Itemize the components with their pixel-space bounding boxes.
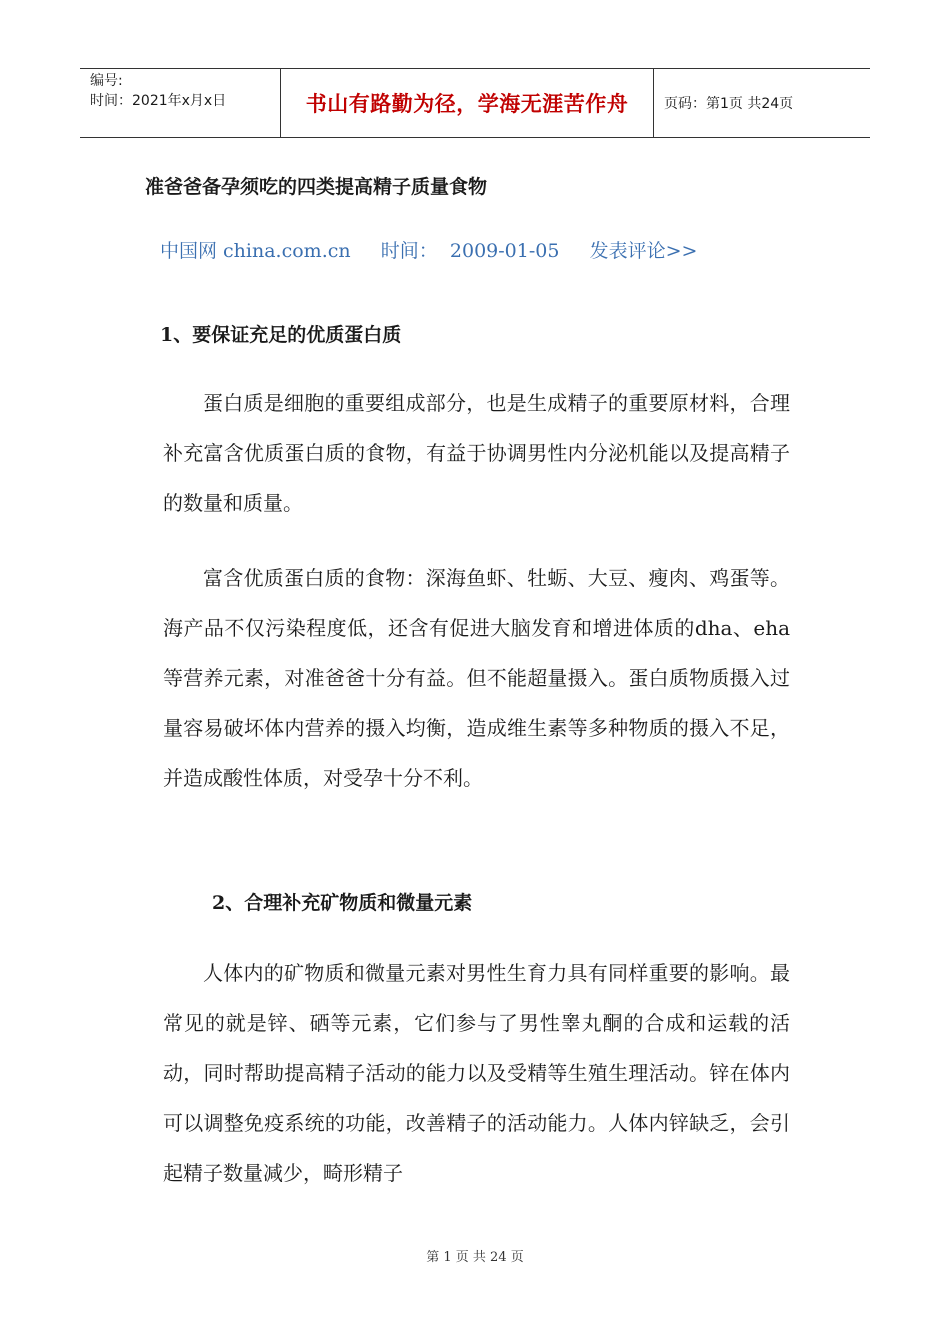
section-1-paragraph-2: 富含优质蛋白质的食物：深海鱼虾、牡蛎、大豆、瘦肉、鸡蛋等。海产品不仅污染程度低，还含有促进大脑发育和增进体质的dha、eha等营养元素，对准爸爸十分有益。但不能超量摄入。蛋白质物质摄入过量容易破坏体内营养的摄入均衡，造成维生素等多种物质的摄入不足，并造成酸性体质，对受孕十分不利。 (163, 566, 790, 790)
header-table (80, 68, 870, 138)
header-page-info: 页码：第1页 共24页 (664, 96, 794, 112)
number-label: 编号: (90, 73, 123, 89)
section-1-heading: 1、要保证充足的优质蛋白质 (160, 324, 402, 346)
time-label: 时间：2021年x月x日 (90, 93, 227, 109)
section-2-paragraph-1: 人体内的矿物质和微量元素对男性生育力具有同样重要的影响。最常见的就是锌、硒等元素，它们参与了男性睾丸酮的合成和运载的活动，同时帮助提高精子活动的能力以及受精等生殖生理活动。锌在体内可以调整免疫系统的功能，改善精子的活动能力。人体内锌缺乏，会引起精子数量减少，畸形精子 (163, 961, 790, 1185)
section-1-paragraph-1: 蛋白质是细胞的重要组成部分，也是生成精子的重要原材料，合理补充富含优质蛋白质的食物，有益于协调男性内分泌机能以及提高精子的数量和质量。 (163, 391, 790, 515)
article-title: 准爸爸备孕须吃的四类提高精子质量食物 (145, 176, 488, 198)
page-footer: 第 1 页 共 24 页 (426, 1250, 524, 1265)
header-meta-cell (80, 69, 281, 137)
article-meta: 中国网 china.com.cn 时间： 2009-01-05 发表评论>> (160, 240, 698, 262)
section-2-heading: 2、合理补充矿物质和微量元素 (212, 892, 473, 914)
header-motto: 书山有路勤为径，学海无涯苦作舟 (281, 69, 654, 137)
